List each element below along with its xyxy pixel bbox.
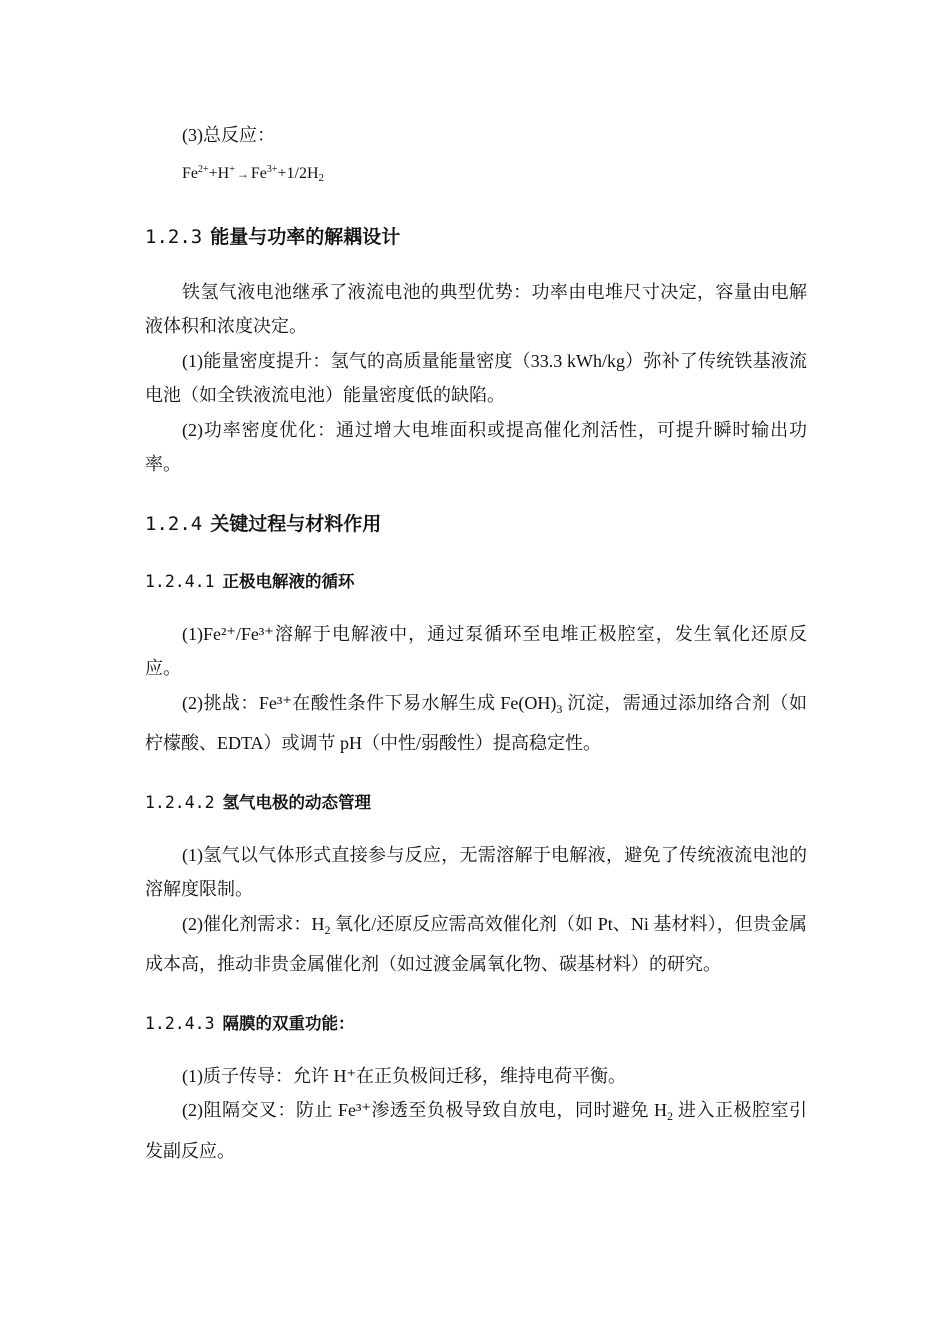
formula-arrow: → — [236, 166, 249, 181]
heading-title: 能量与功率的解耦设计 — [210, 225, 401, 248]
total-reaction-formula — [145, 153, 807, 195]
text-run: (2)挑战：Fe³⁺在酸性条件下易水解生成 Fe(OH) — [182, 692, 557, 713]
formula-h-charge: + — [229, 163, 235, 175]
subsection-heading-1-2-4-2 — [145, 783, 807, 823]
document-page — [145, 118, 807, 1168]
heading-title: 氢气电极的动态管理 — [222, 792, 372, 812]
paragraph: (1)Fe²⁺/Fe³⁺溶解于电解液中，通过泵循环至电堆正极腔室，发生氧化还原反应。 — [145, 623, 807, 678]
total-reaction-label: (3)总反应： — [182, 125, 275, 145]
paragraph — [145, 686, 807, 761]
heading-number: 1.2.4 — [145, 512, 203, 535]
paragraph: (1)氢气以气体形式直接参与反应，无需溶解于电解液，避免了传统液流电池的溶解度限制。 — [145, 844, 807, 899]
paragraph — [145, 907, 807, 982]
paragraph: (2)功率密度优化：通过增大电堆面积或提高催化剂活性，可提升瞬时输出功率。 — [145, 419, 807, 474]
formula-fe2-charge: 2+ — [198, 163, 209, 175]
heading-number: 1.2.4.3 — [145, 1013, 215, 1033]
subscript: 2 — [324, 922, 331, 937]
section-heading-1-2-4 — [145, 504, 807, 544]
formula-fe3-charge: 3+ — [266, 163, 278, 175]
formula-tail: +1/2H — [277, 164, 319, 182]
formula-fe-b: Fe — [250, 164, 267, 182]
heading-number: 1.2.3 — [145, 225, 203, 248]
text-run: 进入正极腔室引发副反应。 — [145, 1100, 807, 1161]
heading-title: 正极电解液的循环 — [222, 571, 355, 591]
text-run: 氧化/还原反应需高效催化剂（如 Pt、Ni 基材料），但贵金属成本高，推动非贵金属催化剂（如过渡金属氧化物、碳基材料）的研究。 — [145, 913, 807, 974]
subsection-heading-1-2-4-3 — [145, 1004, 807, 1044]
text-run: 沉淀，需通过添加络合剂（如柠檬酸、EDTA）或调节 pH（中性/弱酸性）提高稳定性。 — [145, 692, 807, 753]
heading-title: 关键过程与材料作用 — [210, 512, 382, 535]
paragraph: 铁氢气液电池继承了液流电池的典型优势：功率由电堆尺寸决定，容量由电解液体积和浓度决定。 — [145, 281, 807, 336]
text-run: (2)阻隔交叉：防止 Fe³⁺渗透至负极导致自放电，同时避免 H — [182, 1100, 667, 1120]
heading-title: 隔膜的双重功能： — [222, 1013, 355, 1033]
subscript: 2 — [666, 1109, 673, 1123]
formula-h2-sub: 2 — [318, 171, 325, 184]
paragraph: (1)能量密度提升：氢气的高质量能量密度（33.3 kWh/kg）弥补了传统铁基液流电池（如全铁液流电池）能量密度低的缺陷。 — [145, 350, 807, 405]
paragraph: (1)质子传导：允许 H⁺在正负极间迁移，维持电荷平衡。 — [182, 1065, 626, 1086]
subscript: 3 — [556, 701, 563, 716]
paragraph — [145, 1093, 807, 1168]
heading-number: 1.2.4.2 — [145, 792, 215, 812]
heading-number: 1.2.4.1 — [145, 571, 215, 591]
formula-plus-h: +H — [208, 164, 230, 182]
text-run: (2)催化剂需求：H — [182, 913, 325, 934]
formula-fe: Fe — [182, 164, 198, 182]
subsection-heading-1-2-4-1 — [145, 562, 807, 602]
section-heading-1-2-3 — [145, 217, 807, 257]
